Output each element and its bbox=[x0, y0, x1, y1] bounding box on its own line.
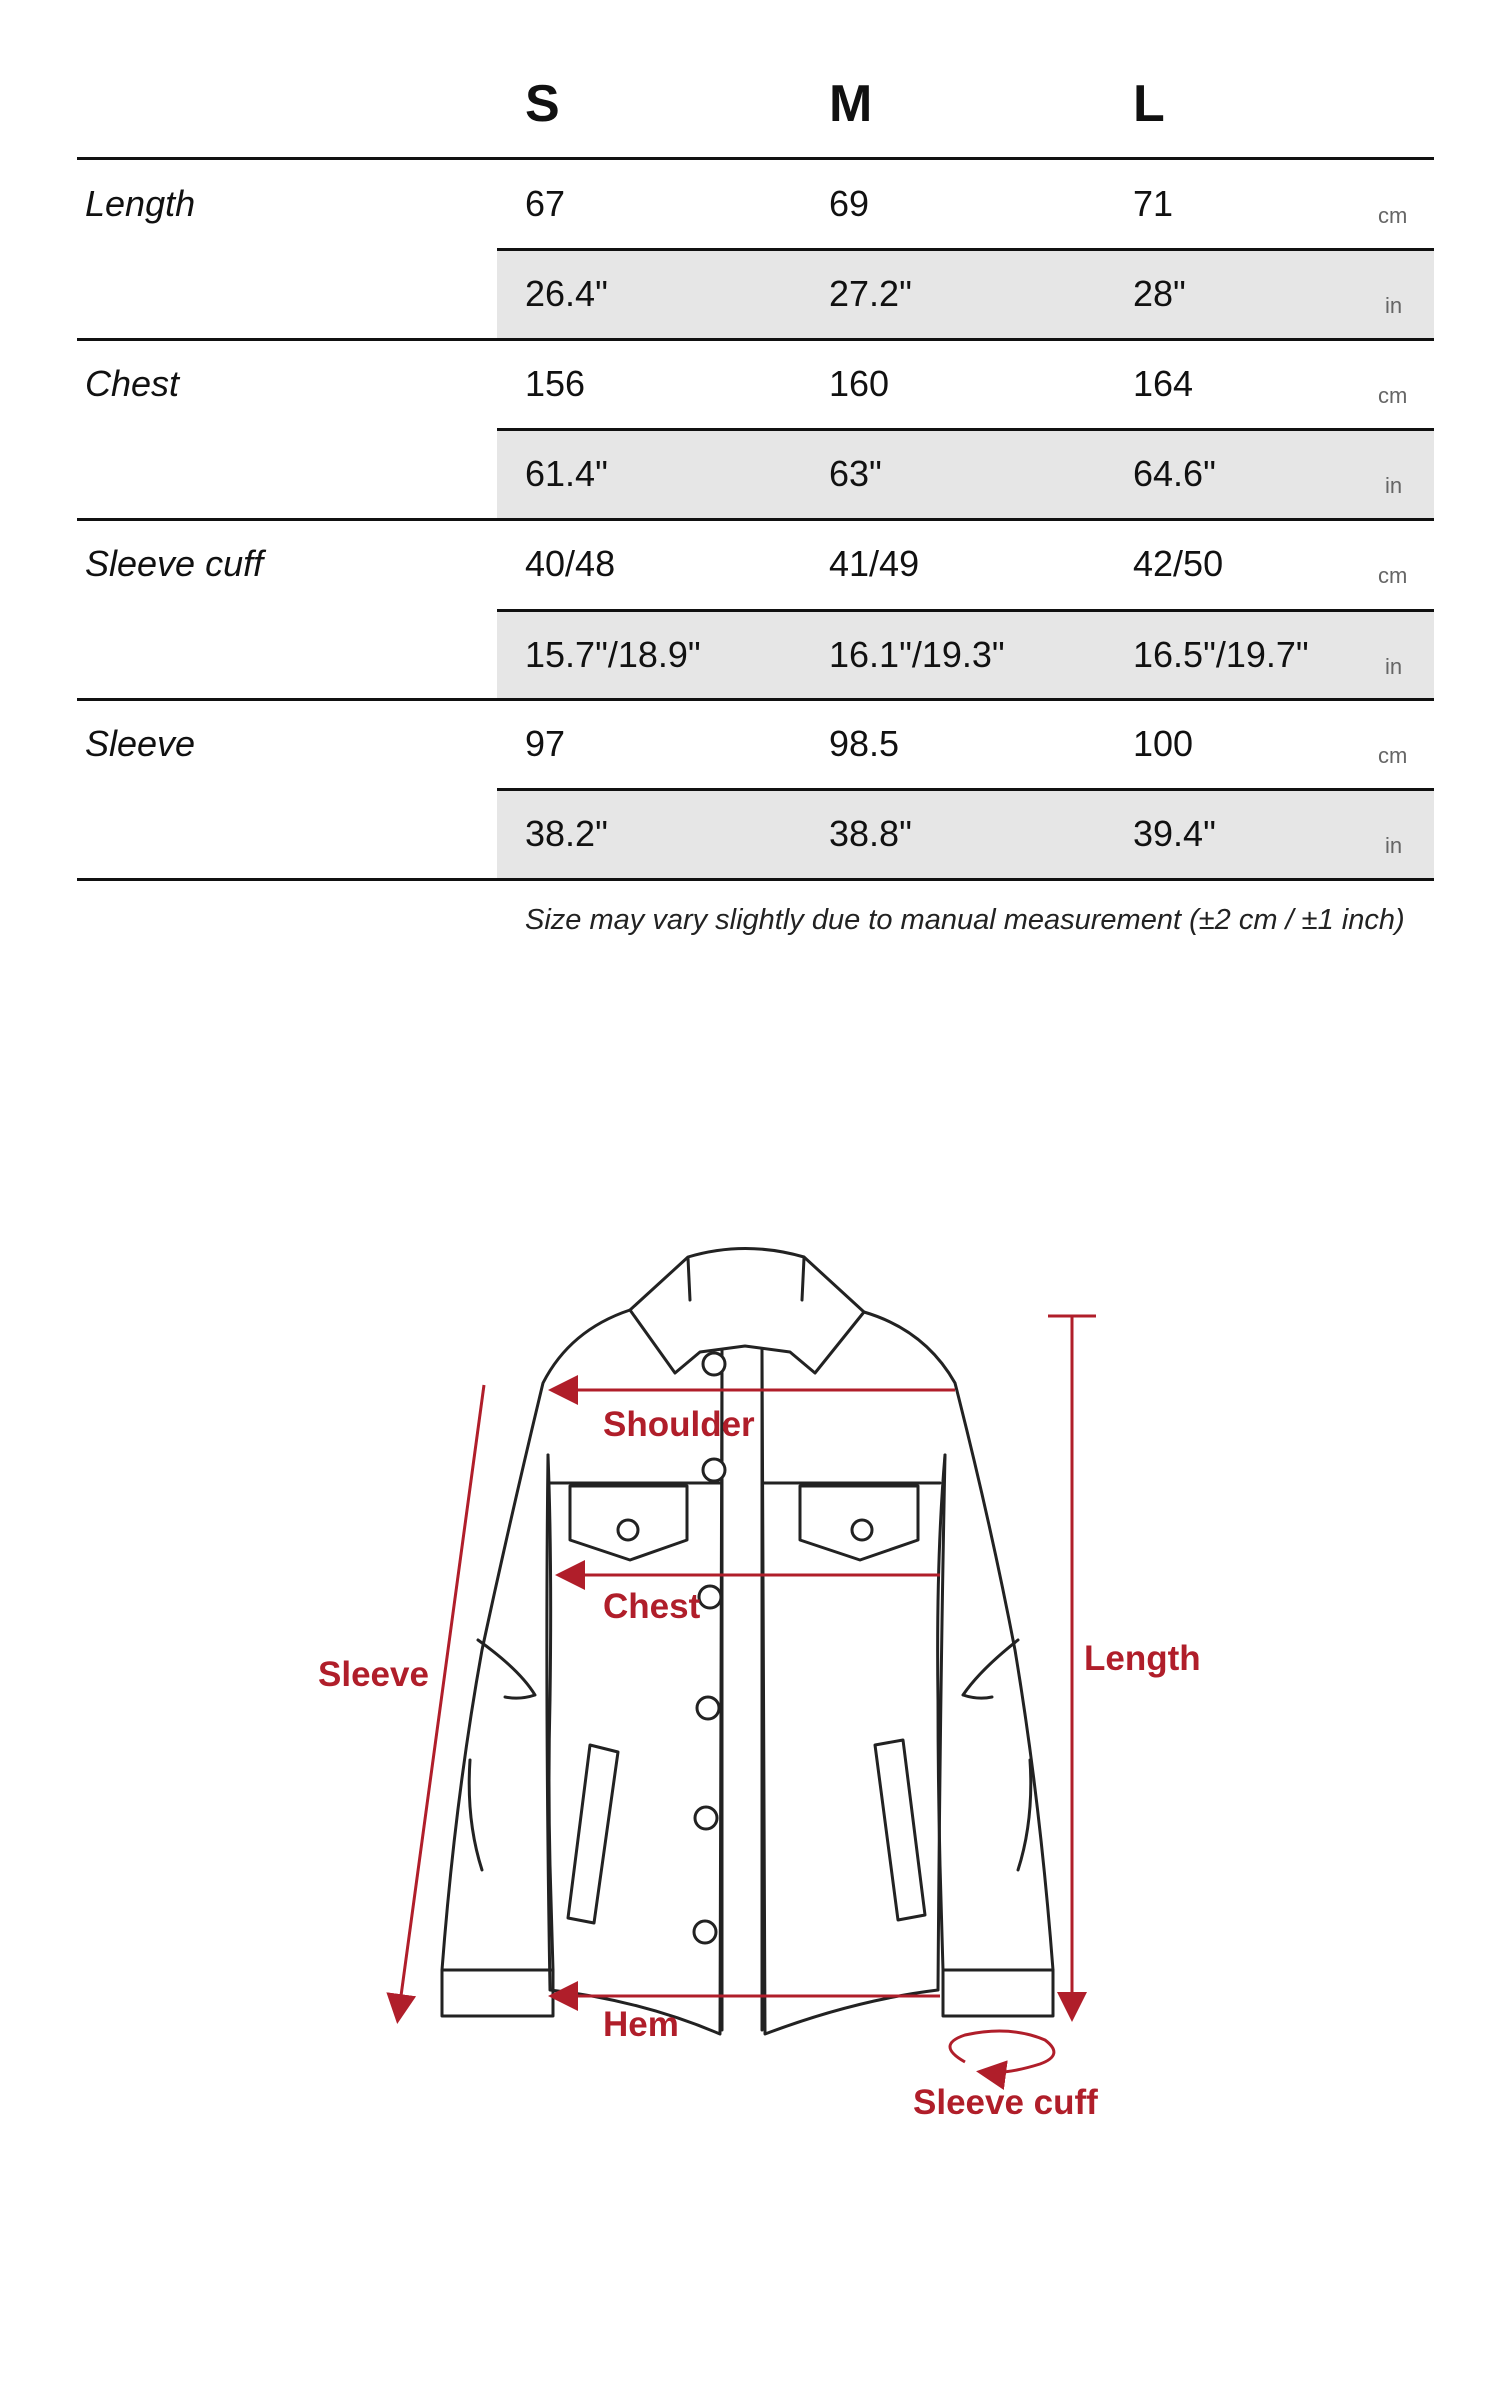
unit-cm-label: cm bbox=[1378, 563, 1408, 588]
row-divider bbox=[497, 248, 1434, 251]
sleeve-fold-left bbox=[469, 1760, 482, 1870]
cell-length-m-in: 27.2" bbox=[829, 273, 912, 314]
unit-in-label: in bbox=[1385, 293, 1403, 318]
measurement-note: Size may vary slightly due to manual measurement (±2 cm / ±1 inch) bbox=[525, 904, 1405, 936]
placket bbox=[722, 1350, 762, 2030]
elbow-crease-left bbox=[478, 1640, 535, 1698]
cell-sleeve-m-cm: 98.5 bbox=[829, 723, 900, 764]
size-header-s: S bbox=[525, 75, 560, 133]
inch-row-band-sleeve bbox=[497, 790, 1434, 878]
cell-length-l-cm: 71 bbox=[1133, 183, 1174, 224]
label-chest: Chest bbox=[603, 1587, 701, 1626]
elbow-crease-right bbox=[963, 1640, 1018, 1698]
row-label-length: Length bbox=[85, 183, 196, 224]
unit-cm-label: cm bbox=[1378, 383, 1408, 408]
button bbox=[703, 1459, 725, 1481]
cell-chest-s-in: 61.4" bbox=[525, 453, 608, 494]
cuff-left bbox=[442, 1970, 553, 2016]
cell-sleeve-cuff-m-cm: 41/49 bbox=[829, 543, 920, 584]
cell-chest-s-cm: 156 bbox=[525, 363, 586, 404]
cell-sleeve-s-cm: 97 bbox=[525, 723, 566, 764]
cell-length-s-cm: 67 bbox=[525, 183, 566, 224]
label-sleeve-cuff: Sleeve cuff bbox=[913, 2083, 1098, 2122]
unit-cm-label: cm bbox=[1378, 743, 1408, 768]
inch-row-band-length bbox=[497, 250, 1434, 338]
label-hem: Hem bbox=[603, 2005, 679, 2044]
cell-chest-l-cm: 164 bbox=[1133, 363, 1194, 404]
cell-sleeve-cuff-l-in: 16.5"/19.7" bbox=[1133, 634, 1309, 675]
cell-length-s-in: 26.4" bbox=[525, 273, 608, 314]
row-divider bbox=[77, 338, 1434, 341]
label-length: Length bbox=[1084, 1639, 1201, 1678]
measurement-labels bbox=[318, 1405, 1201, 2122]
cell-length-l-in: 28" bbox=[1133, 273, 1186, 314]
unit-in-label: in bbox=[1385, 473, 1403, 498]
button bbox=[694, 1921, 716, 1943]
row-label-sleeve: Sleeve bbox=[85, 723, 196, 764]
unit-in-label: in bbox=[1385, 833, 1403, 858]
row-label-sleeve-cuff: Sleeve cuff bbox=[85, 543, 264, 584]
button bbox=[618, 1520, 638, 1540]
unit-in-label: in bbox=[1385, 654, 1403, 679]
cell-sleeve-m-in: 38.8" bbox=[829, 813, 912, 854]
cell-chest-l-in: 64.6" bbox=[1133, 453, 1216, 494]
cell-sleeve-cuff-l-cm: 42/50 bbox=[1133, 543, 1224, 584]
collar bbox=[630, 1249, 864, 1374]
button bbox=[703, 1353, 725, 1375]
row-divider bbox=[497, 428, 1434, 431]
jacket-measurement-diagram bbox=[0, 1200, 1500, 2150]
label-sleeve: Sleeve bbox=[318, 1655, 429, 1694]
button bbox=[695, 1807, 717, 1829]
cell-sleeve-cuff-s-in: 15.7"/18.9" bbox=[525, 634, 701, 675]
cell-chest-m-cm: 160 bbox=[829, 363, 890, 404]
unit-cm-label: cm bbox=[1378, 203, 1408, 228]
row-label-chest: Chest bbox=[85, 363, 180, 404]
cell-chest-m-in: 63" bbox=[829, 453, 882, 494]
row-divider bbox=[497, 609, 1434, 612]
collar-stand bbox=[688, 1258, 804, 1300]
button bbox=[852, 1520, 872, 1540]
side-pocket-right bbox=[875, 1740, 925, 1920]
row-divider bbox=[77, 518, 1434, 521]
row-divider bbox=[497, 788, 1434, 791]
size-header-l: L bbox=[1133, 75, 1165, 133]
jacket-outline bbox=[442, 1249, 1053, 2035]
row-divider bbox=[77, 698, 1434, 701]
button bbox=[697, 1697, 719, 1719]
label-shoulder: Shoulder bbox=[603, 1405, 755, 1444]
sleeve-arrow bbox=[398, 1385, 484, 2018]
cell-sleeve-l-cm: 100 bbox=[1133, 723, 1194, 764]
cuff-right bbox=[943, 1970, 1053, 2016]
sleeve-fold-right bbox=[1018, 1760, 1031, 1870]
inch-row-band-chest bbox=[497, 430, 1434, 518]
sleeve-cuff-arrow bbox=[950, 2031, 1054, 2073]
table-bottom-rule bbox=[77, 878, 1434, 881]
side-pocket-left bbox=[568, 1745, 618, 1923]
cell-sleeve-l-in: 39.4" bbox=[1133, 813, 1216, 854]
size-header-m: M bbox=[829, 75, 873, 133]
cell-sleeve-cuff-m-in: 16.1"/19.3" bbox=[829, 634, 1005, 675]
button bbox=[699, 1586, 721, 1608]
torso-right bbox=[762, 1350, 945, 2034]
table-top-rule bbox=[77, 157, 1434, 160]
cell-sleeve-s-in: 38.2" bbox=[525, 813, 608, 854]
cell-length-m-cm: 69 bbox=[829, 183, 870, 224]
cell-sleeve-cuff-s-cm: 40/48 bbox=[525, 543, 616, 584]
